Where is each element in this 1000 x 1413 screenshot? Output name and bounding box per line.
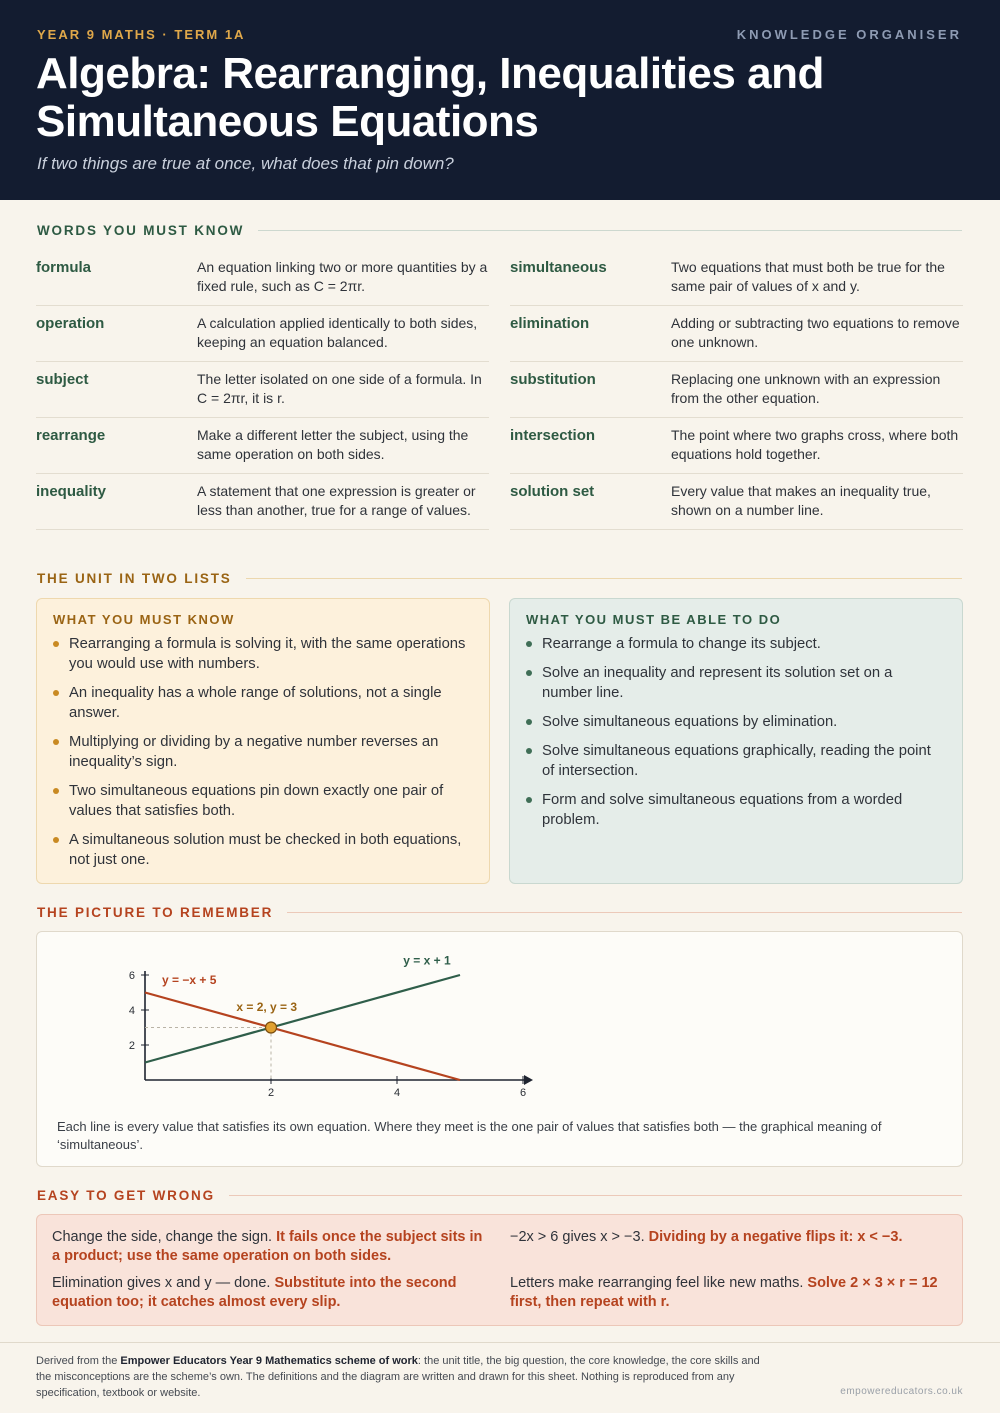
must-know-list bbox=[53, 634, 473, 870]
y-tick-label: 4 bbox=[128, 1005, 135, 1017]
vocab-row bbox=[510, 250, 963, 306]
x-tick-label: 6 bbox=[519, 1087, 527, 1099]
series-label: y = x + 1 bbox=[403, 953, 451, 968]
picture-heading bbox=[37, 903, 962, 921]
y-tick-label: 2 bbox=[128, 1040, 135, 1052]
list-item: An inequality has a whole range of solutions, not a single answer. bbox=[53, 683, 473, 723]
unit-heading bbox=[37, 569, 962, 587]
simultaneous-graph bbox=[37, 932, 964, 1112]
series-label: y = −x + 5 bbox=[162, 972, 217, 987]
picture-heading-text: THE PICTURE TO REMEMBER bbox=[37, 904, 274, 920]
list-item: Solve an inequality and represent its solution set on a number line. bbox=[526, 663, 946, 703]
vocab-row bbox=[36, 306, 489, 362]
vocab-term: inequality bbox=[36, 483, 107, 500]
footer-text-post: : the unit title, the big question, the core knowledge, the core skills and the misconceptions are the scheme’s own. The definitions and the diagram are written and drawn for this sheet. Nothing is reproduced from any specification, textbook or website. bbox=[36, 1355, 760, 1399]
vocab-definition: Every value that makes an inequality true, shown on a number line. bbox=[671, 483, 931, 518]
must-do-list bbox=[526, 634, 946, 830]
must-know-title: WHAT YOU MUST KNOW bbox=[53, 612, 235, 627]
mistake-item bbox=[52, 1228, 492, 1266]
correction-text: Substitute into the second equation too; it catches almost every slip. bbox=[52, 1275, 457, 1310]
correction-text: Solve 2 × 3 × r = 12 first, then repeat with r. bbox=[510, 1275, 938, 1310]
mistakes-heading-text: EASY TO GET WRONG bbox=[37, 1187, 215, 1203]
document-type-label: KNOWLEDGE ORGANISER bbox=[736, 27, 962, 42]
divider bbox=[246, 578, 962, 579]
footer-note bbox=[36, 1353, 766, 1401]
vocab-heading bbox=[37, 221, 962, 239]
list-item: Rearrange a formula to change its subject. bbox=[526, 634, 946, 654]
must-do-title: WHAT YOU MUST BE ABLE TO DO bbox=[526, 612, 782, 627]
intersection-point bbox=[266, 1022, 277, 1033]
picture-panel bbox=[36, 931, 963, 1167]
vocab-term: subject bbox=[36, 371, 89, 388]
vocab-definition: Adding or subtracting two equations to remove one unknown. bbox=[671, 315, 960, 350]
vocab-term: operation bbox=[36, 315, 105, 332]
vocab-definition: A calculation applied identically to both sides, keeping an equation balanced. bbox=[197, 315, 478, 350]
list-item: Two simultaneous equations pin down exactly one pair of values that satisfies both. bbox=[53, 781, 473, 821]
vocab-definition: The letter isolated on one side of a formula. In C = 2πr, it is r. bbox=[197, 371, 482, 406]
vocab-row bbox=[510, 418, 963, 474]
list-item: Solve simultaneous equations graphically, reading the point of intersection. bbox=[526, 741, 946, 781]
vocab-definition: A statement that one expression is greater or less than another, true for a range of values. bbox=[197, 483, 476, 518]
vocab-term: elimination bbox=[510, 315, 590, 332]
big-question: If two things are true at once, what does that pin down? bbox=[37, 154, 454, 173]
page-title: Algebra: Rearranging, Inequalities and Simultaneous Equations bbox=[36, 49, 824, 146]
list-item: Multiplying or dividing by a negative number reverses an inequality’s sign. bbox=[53, 732, 473, 772]
vocab-row bbox=[36, 362, 489, 418]
correction-text: Dividing by a negative flips it: x < −3. bbox=[648, 1229, 903, 1245]
footer-source: Empower Educators Year 9 Mathematics scheme of work bbox=[120, 1355, 418, 1367]
vocab-term: solution set bbox=[510, 483, 595, 500]
divider bbox=[287, 912, 962, 913]
vocab-definition: The point where two graphs cross, where both equations hold together. bbox=[671, 427, 959, 462]
vocab-row bbox=[510, 306, 963, 362]
vocab-term: rearrange bbox=[36, 427, 106, 444]
misconception-text: Change the side, change the sign. bbox=[52, 1229, 273, 1245]
footer-text-pre: Derived from the bbox=[36, 1355, 121, 1367]
footer-divider bbox=[0, 1342, 1000, 1343]
unit-label: YEAR 9 MATHS · TERM 1A bbox=[37, 27, 246, 42]
mistakes-panel bbox=[36, 1214, 963, 1326]
x-tick-label: 2 bbox=[267, 1087, 275, 1099]
mistake-item bbox=[510, 1274, 950, 1312]
vocab-definition: Replacing one unknown with an expression from the other equation. bbox=[671, 371, 941, 406]
list-item: A simultaneous solution must be checked in both equations, not just one. bbox=[53, 830, 473, 870]
mistakes-heading bbox=[37, 1186, 962, 1204]
vocab-row bbox=[510, 474, 963, 530]
vocab-row bbox=[36, 250, 489, 306]
vocab-heading-text: WORDS YOU MUST KNOW bbox=[37, 222, 245, 238]
vocab-column-right bbox=[510, 250, 963, 530]
must-do-panel bbox=[509, 598, 963, 884]
vocab-row bbox=[510, 362, 963, 418]
vocab-term: simultaneous bbox=[510, 259, 607, 276]
divider bbox=[258, 230, 962, 231]
misconception-text: −2x > 6 gives x > −3. bbox=[510, 1229, 645, 1245]
list-item: Rearranging a formula is solving it, with the same operations you would use with numbers. bbox=[53, 634, 473, 674]
vocab-term: intersection bbox=[510, 427, 596, 444]
vocab-column-left bbox=[36, 250, 489, 530]
intersection-label: x = 2, y = 3 bbox=[236, 999, 298, 1014]
vocab-definition: Make a different letter the subject, using the same operation on both sides. bbox=[197, 427, 469, 462]
misconception-text: Elimination gives x and y — done. bbox=[52, 1275, 271, 1291]
mistake-item bbox=[510, 1228, 950, 1247]
vocab-definition: An equation linking two or more quantities by a fixed rule, such as C = 2πr. bbox=[197, 259, 488, 294]
list-item: Solve simultaneous equations by elimination. bbox=[526, 712, 946, 732]
vocab-term: formula bbox=[36, 259, 92, 276]
must-know-panel bbox=[36, 598, 490, 884]
divider bbox=[229, 1195, 962, 1196]
mistake-item bbox=[52, 1274, 492, 1312]
vocab-row bbox=[36, 474, 489, 530]
header bbox=[0, 0, 1000, 200]
website-link[interactable]: empowereducators.co.uk bbox=[840, 1386, 963, 1397]
y-tick-label: 6 bbox=[128, 970, 135, 982]
misconception-text: Letters make rearranging feel like new maths. bbox=[510, 1275, 804, 1291]
vocab-row bbox=[36, 418, 489, 474]
vocab-definition: Two equations that must both be true for the same pair of values of x and y. bbox=[671, 259, 945, 294]
correction-text: It fails once the subject sits in a product; use the same operation on both sides. bbox=[52, 1229, 483, 1264]
line-y-equals-x-plus-1 bbox=[145, 972, 460, 1063]
picture-caption: Each line is every value that satisfies its own equation. Where they meet is the one pair of values that satisfies both — the graphical meaning of ‘simultaneous’. bbox=[57, 1119, 882, 1152]
x-tick-label: 4 bbox=[393, 1087, 401, 1099]
unit-heading-text: THE UNIT IN TWO LISTS bbox=[37, 570, 232, 586]
x-axis-arrow bbox=[524, 1075, 533, 1085]
vocab-term: substitution bbox=[510, 371, 596, 388]
line-y-equals-minus-x-plus-5 bbox=[145, 993, 460, 1081]
list-item: Form and solve simultaneous equations from a worded problem. bbox=[526, 790, 946, 830]
